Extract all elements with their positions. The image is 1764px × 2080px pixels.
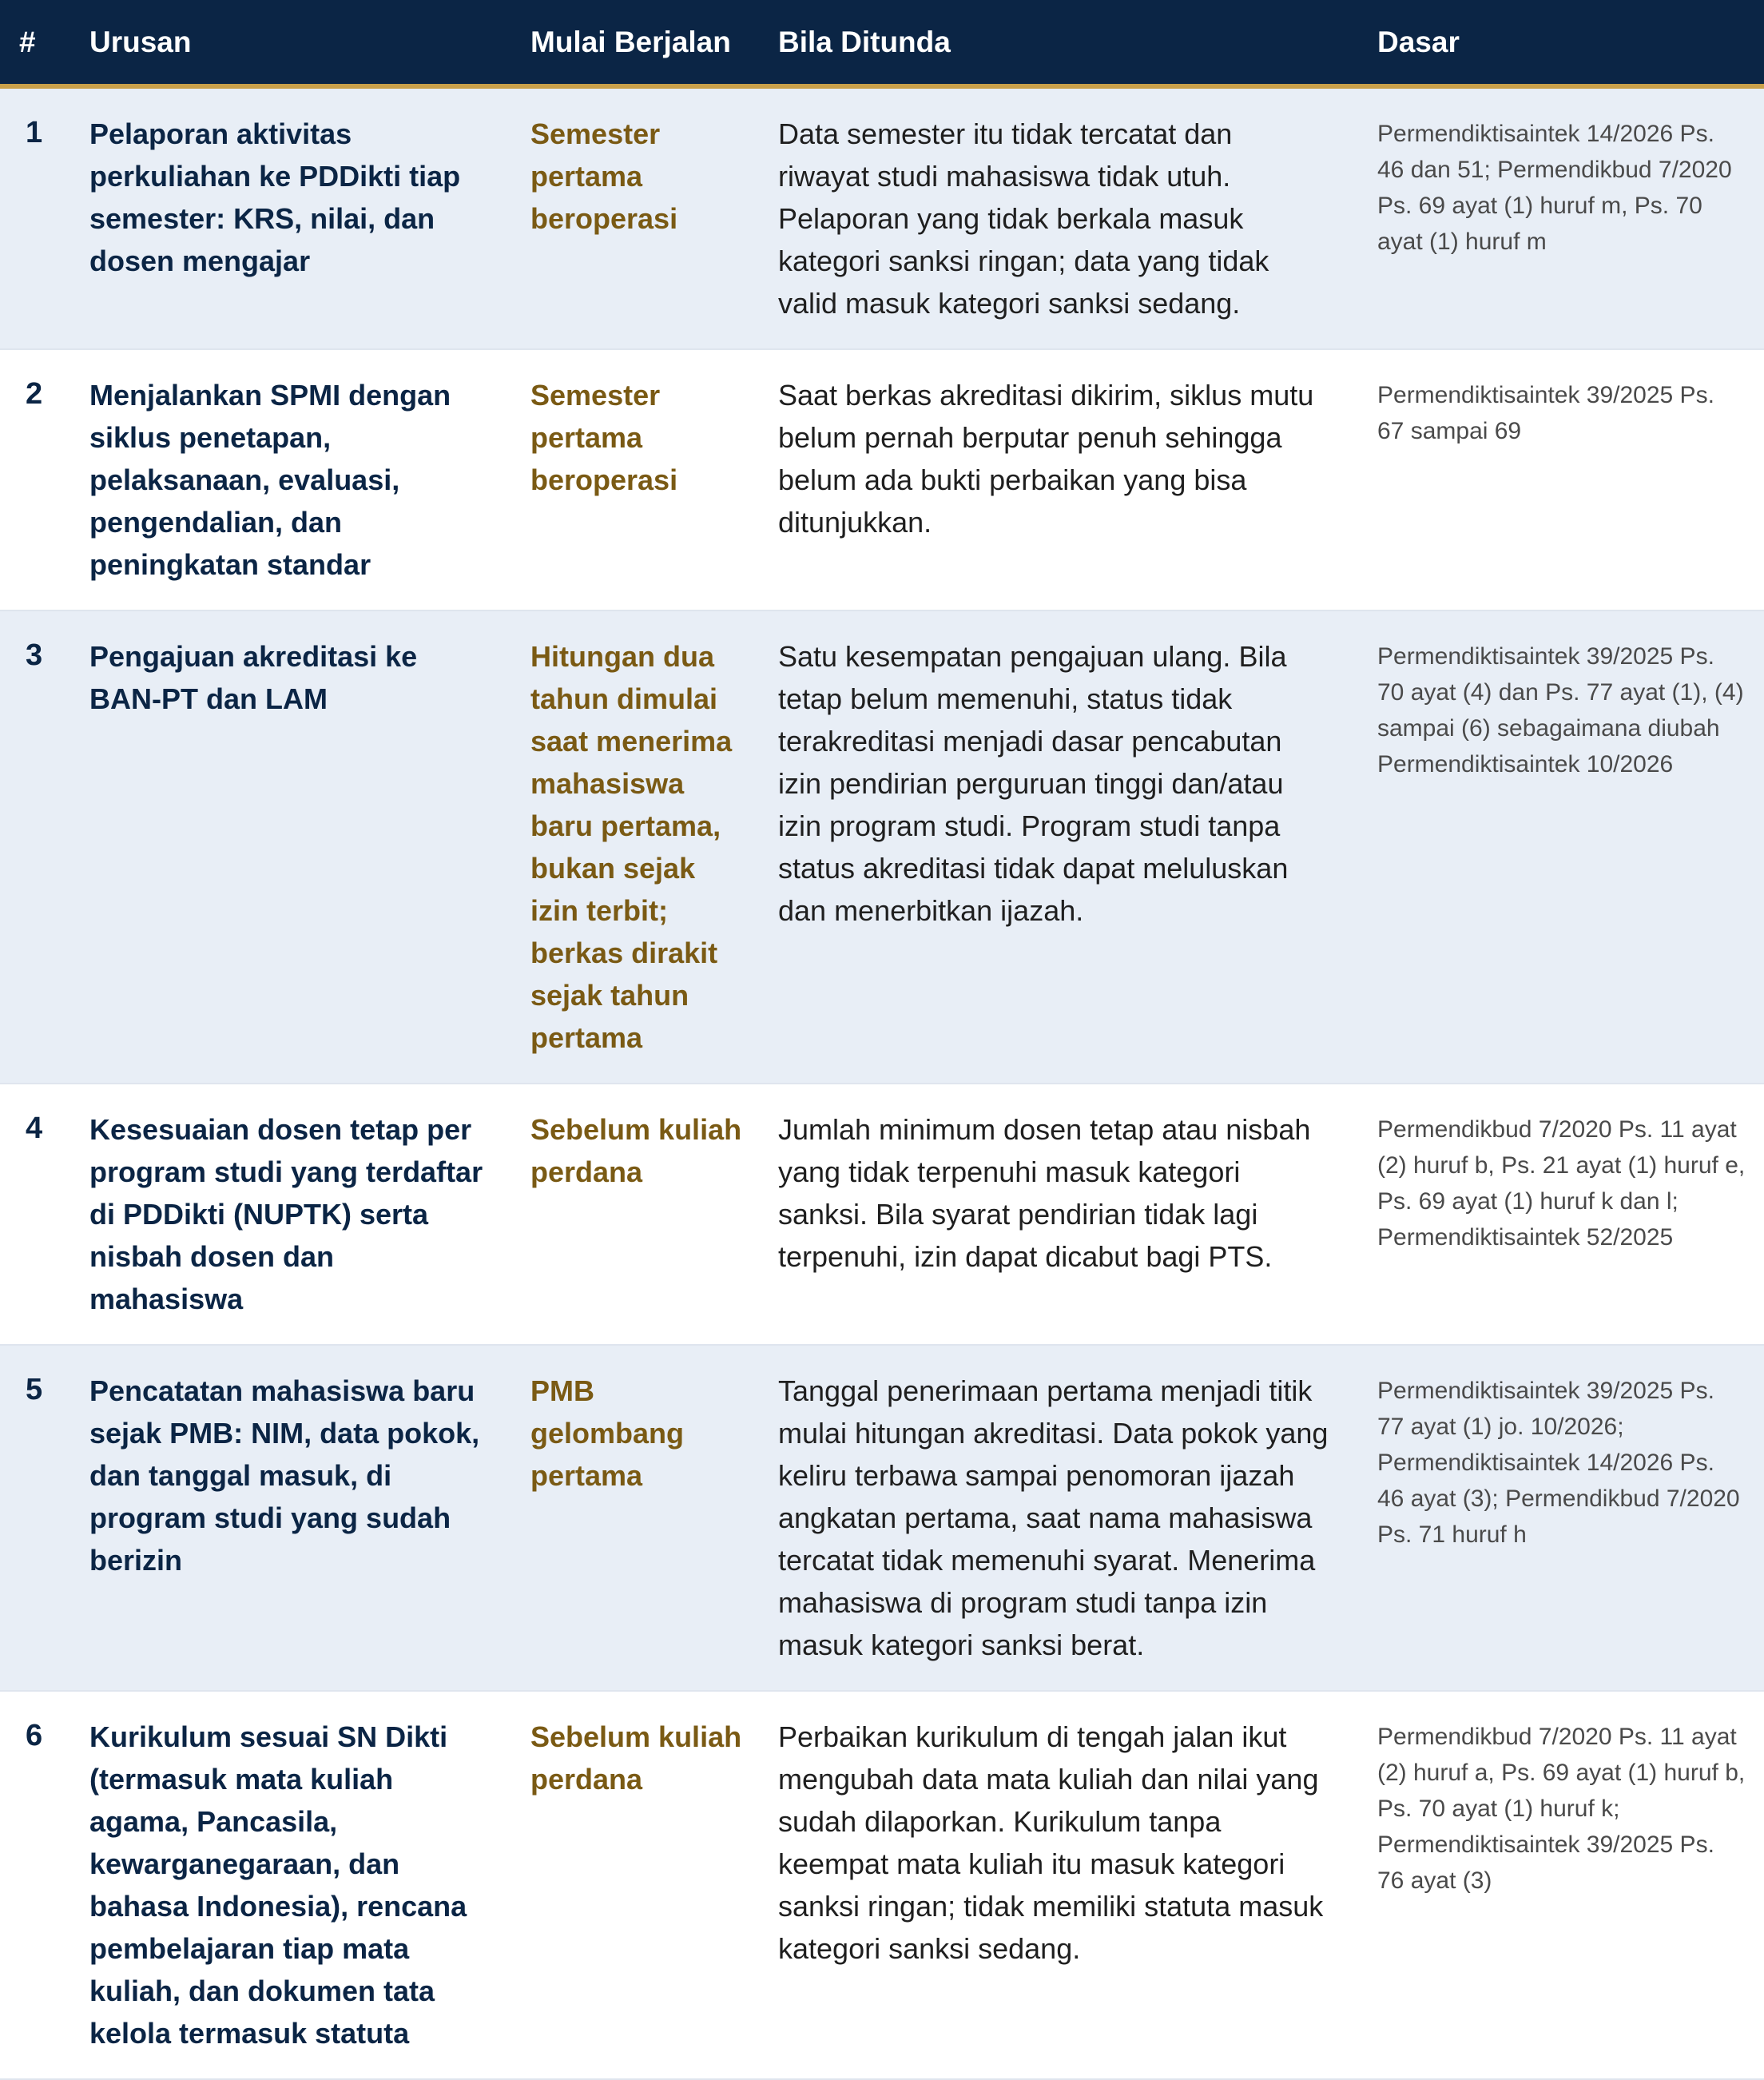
urusan-cell: Kesesuaian dosen tetap per program studi yang terdaftar di PDDikti (NUPTK) serta nisbah dosen dan mahasiswa — [89, 1113, 483, 1315]
table-row — [0, 610, 1764, 1084]
header-row — [0, 0, 1764, 86]
mulai-cell: Semester pertama beroperasi — [530, 117, 678, 235]
dasar-cell: Permendiktisaintek 39/2025 Ps. 77 ayat (1) jo. 10/2026; Permendiktisaintek 14/2026 Ps. 46 ayat (3); Permendikbud 7/2020 Ps. 71 huruf h — [1377, 1378, 1740, 1548]
dasar-cell: Permendiktisaintek 39/2025 Ps. 70 ayat (4) dan Ps. 77 ayat (1), (4) sampai (6) sebagaimana diubah Permendiktisaintek 10/2026 — [1377, 643, 1744, 778]
table-row — [0, 349, 1764, 610]
table-row — [0, 1345, 1764, 1691]
bila-cell: Data semester itu tidak tercatat dan riwayat studi mahasiswa tidak utuh. Pelaporan yang tidak berkala masuk kategori sanksi ringan; data yang tidak valid masuk kategori sanksi sedang. — [778, 117, 1269, 320]
mulai-cell: Hitungan dua tahun dimulai saat menerima mahasiswa baru pertama, bukan sejak izin terbit; berkas dirakit sejak tahun pertama — [530, 640, 733, 1054]
table-body — [0, 86, 1764, 2079]
dasar-cell: Permendiktisaintek 14/2026 Ps. 46 dan 51; Permendikbud 7/2020 Ps. 69 ayat (1) huruf m, Ps. 70 ayat (1) huruf m — [1377, 121, 1732, 255]
bila-cell: Tanggal penerimaan pertama menjadi titik mulai hitungan akreditasi. Data pokok yang keliru terbawa sampai penomoran ijazah angkatan pertama, saat nama mahasiswa tercatat tidak memenuhi syarat. Menerima mahasiswa di program studi tanpa izin masuk kategori sanksi berat. — [778, 1374, 1329, 1661]
header-urusan: Urusan — [74, 0, 514, 86]
urusan-cell: Pengajuan akreditasi ke BAN-PT dan LAM — [89, 640, 418, 715]
mulai-cell: Sebelum kuliah perdana — [530, 1113, 742, 1188]
bila-cell: Jumlah minimum dosen tetap atau nisbah yang tidak terpenuhi masuk kategori sanksi. Bila syarat pendirian tidak lagi terpenuhi, izin dapat dicabut bagi PTS. — [778, 1113, 1311, 1273]
row-number: 2 — [26, 377, 43, 411]
table-row — [0, 1691, 1764, 2079]
dasar-cell: Permendiktisaintek 39/2025 Ps. 67 sampai 69 — [1377, 382, 1714, 444]
bila-cell: Saat berkas akreditasi dikirim, siklus mutu belum pernah berputar penuh sehingga belum ada bukti perbaikan yang bisa ditunjukkan. — [778, 379, 1314, 539]
urusan-cell: Kurikulum sesuai SN Dikti (termasuk mata kuliah agama, Pancasila, kewarganegaraan, dan bahasa Indonesia), rencana pembelajaran tiap mata kuliah, dan dokumen tata kelola termasuk statuta — [89, 1720, 467, 2050]
header-dasar: Dasar — [1361, 0, 1764, 86]
urusan-cell: Menjalankan SPMI dengan siklus penetapan, pelaksanaan, evaluasi, pengendalian, dan peningkatan standar — [89, 379, 451, 581]
table-row — [0, 86, 1764, 349]
row-number: 6 — [26, 1719, 43, 1752]
mulai-cell: PMB gelombang pertama — [530, 1374, 685, 1492]
mulai-cell: Semester pertama beroperasi — [530, 379, 678, 496]
table-row — [0, 1084, 1764, 1345]
row-number: 4 — [26, 1112, 43, 1145]
header-mulai-berjalan: Mulai Berjalan — [514, 0, 762, 86]
dasar-cell: Permendikbud 7/2020 Ps. 11 ayat (2) huruf a, Ps. 69 ayat (1) huruf b, Ps. 70 ayat (1) huruf k; Permendiktisaintek 39/2025 Ps. 76 ayat (3) — [1377, 1724, 1746, 1894]
bila-cell: Satu kesempatan pengajuan ulang. Bila tetap belum memenuhi, status tidak terakreditasi menjadi dasar pencabutan izin pendirian perguruan tinggi dan/atau izin program studi. Program studi tanpa status akreditasi tidak dapat meluluskan dan menerbitkan ijazah. — [778, 640, 1289, 927]
row-number: 5 — [26, 1373, 43, 1406]
urusan-cell: Pelaporan aktivitas perkuliahan ke PDDikti tiap semester: KRS, nilai, dan dosen mengajar — [89, 117, 461, 277]
header-number: # — [0, 0, 74, 86]
row-number: 3 — [26, 638, 43, 672]
row-number: 1 — [26, 116, 43, 149]
dasar-cell: Permendikbud 7/2020 Ps. 11 ayat (2) huruf b, Ps. 21 ayat (1) huruf e, Ps. 69 ayat (1) huruf k dan l; Permendiktisaintek 52/2025 — [1377, 1116, 1746, 1251]
table-header — [0, 0, 1764, 86]
header-bila-ditunda: Bila Ditunda — [762, 0, 1361, 86]
urusan-cell: Pencatatan mahasiswa baru sejak PMB: NIM, data pokok, dan tanggal masuk, di program studi yang sudah berizin — [89, 1374, 480, 1577]
bila-cell: Perbaikan kurikulum di tengah jalan ikut mengubah data mata kuliah dan nilai yang sudah dilaporkan. Kurikulum tanpa keempat mata kuliah itu masuk kategori sanksi ringan; tidak memiliki statuta masuk kategori sanksi sedang. — [778, 1720, 1324, 1965]
mulai-cell: Sebelum kuliah perdana — [530, 1720, 742, 1796]
